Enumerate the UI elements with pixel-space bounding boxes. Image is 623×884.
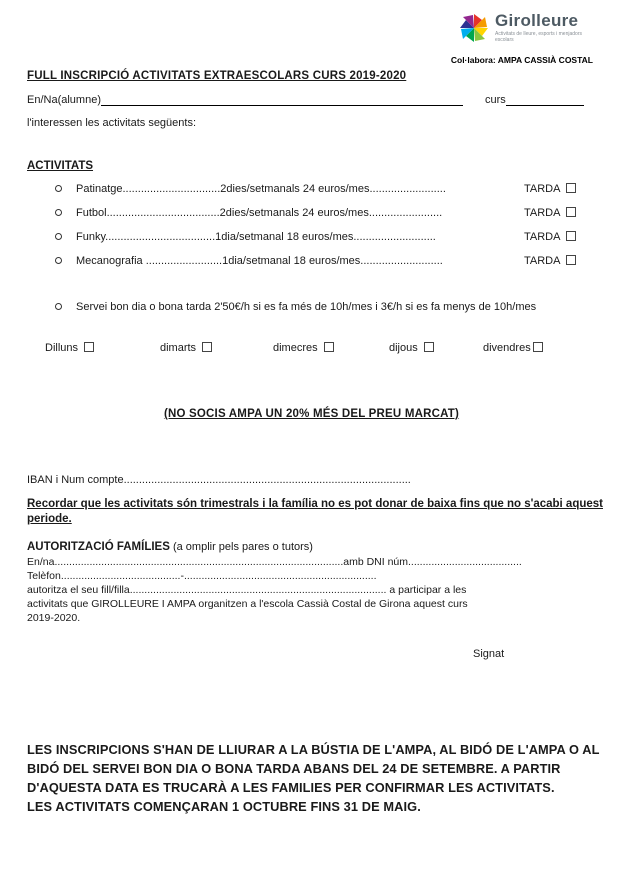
auth-line-autoritza: autoritza el seu fill/filla........................................................................................ a participar a les <box>27 584 467 596</box>
activity-row-futbol <box>55 207 603 223</box>
auth-line-curs: 2019-2020. <box>27 612 81 624</box>
bullet-icon <box>55 233 62 240</box>
day-label: Dilluns <box>45 342 79 354</box>
tarda-checkbox[interactable] <box>566 255 576 265</box>
footer-paragraph-2: LES ACTIVITATS COMENÇARAN 1 OCTUBRE FINS 31 DE MAIG. <box>27 799 421 814</box>
tarda-label: TARDA <box>524 207 561 219</box>
logo-name: Girolleure <box>495 11 579 30</box>
auth-line-telefon: Telèfon.........................................-.................................................................. <box>27 570 377 582</box>
bullet-icon <box>55 185 62 192</box>
iban-line: IBAN i Num compte.............................................................................................. <box>27 474 411 486</box>
student-name-field[interactable] <box>101 94 463 106</box>
authorization-heading <box>27 541 313 553</box>
tarda-label: TARDA <box>524 255 561 267</box>
servei-text: Servei bon dia o bona tarda 2'50€/h si es fa més de 10h/mes i 3€/h si es fa menys de 10h/mes <box>76 301 537 313</box>
page-title: FULL INSCRIPCIÓ ACTIVITATS EXTRAESCOLARS CURS 2019-2020 <box>27 70 407 82</box>
days-row <box>27 342 602 358</box>
authorization-heading-bold: AUTORITZACIÓ FAMÍLIES <box>27 541 170 553</box>
tarda-checkbox[interactable] <box>566 207 576 217</box>
day-dilluns <box>45 342 94 354</box>
day-checkbox[interactable] <box>84 342 94 352</box>
auth-line-activitats: activitats que GIROLLEURE I AMPA organitzen a l'escola Cassià Costal de Girona aquest curs <box>27 598 468 610</box>
day-checkbox[interactable] <box>202 342 212 352</box>
collaboration-line: Col·labora: AMPA CASSIÀ COSTAL <box>450 55 593 65</box>
no-socis-notice: (NO SOCIS AMPA UN 20% MÉS DEL PREU MARCAT) <box>163 408 460 420</box>
activity-row-patinatge <box>55 183 603 199</box>
curs-label: curs <box>484 94 506 106</box>
authorization-heading-note: (a omplir pels pares o tutors) <box>169 541 313 553</box>
tarda-checkbox[interactable] <box>566 183 576 193</box>
logo-tagline: Activitats de lleure, esports i menjadors escolars <box>495 31 582 43</box>
activity-text: Mecanografia .........................1dia/setmanal 18 euros/mes........................... <box>76 255 443 267</box>
activity-row-mecanografia <box>55 255 603 271</box>
day-checkbox[interactable] <box>324 342 334 352</box>
day-label: dimecres <box>273 342 318 354</box>
day-checkbox[interactable] <box>533 342 543 352</box>
tarda-checkbox[interactable] <box>566 231 576 241</box>
day-label: divendres <box>483 342 531 354</box>
curs-field[interactable] <box>506 94 584 106</box>
pinwheel-logo-icon <box>458 12 490 49</box>
day-divendres <box>483 342 543 354</box>
day-checkbox[interactable] <box>424 342 434 352</box>
tarda-label: TARDA <box>524 183 561 195</box>
bullet-icon <box>55 209 62 216</box>
student-name-label: En/Na(alumne) <box>27 94 101 106</box>
day-label: dijous <box>389 342 418 354</box>
signat-label: Signat <box>473 648 505 660</box>
footer-paragraph-1: LES INSCRIPCIONS S'HAN DE LLIURAR A LA BÚSTIA DE L'AMPA, AL BIDÓ DE L'AMPA O AL BIDÓ DEL SERVEI BON DIA O BONA TARDA ABANS DEL 24 DE SETEMBRE. A PARTIR D'AQUESTA DATA ES TRUCARÀ A LES FAMILIES PER CONFIRMAR LES ACTIVITATS. <box>27 742 600 795</box>
activity-text: Patinatge................................2dies/setmanals 24 euros/mes......................... <box>76 183 446 195</box>
day-dimarts <box>160 342 212 354</box>
auth-line-enna: En/na...................................................................................................amb DNI núm....................................... <box>27 556 522 568</box>
girolleure-logo <box>458 12 587 49</box>
servei-bon-dia-row <box>55 297 607 318</box>
activity-row-funky <box>55 231 603 247</box>
student-line <box>27 94 584 106</box>
footer-instructions <box>27 740 609 816</box>
day-dimecres <box>273 342 334 354</box>
activities-heading: ACTIVITATS <box>27 160 94 172</box>
intro-line: l'interessen les activitats següents: <box>27 117 197 129</box>
tarda-label: TARDA <box>524 231 561 243</box>
day-dijous <box>389 342 434 354</box>
bullet-icon <box>55 303 62 310</box>
activity-text: Funky....................................1dia/setmanal 18 euros/mes........................... <box>76 231 436 243</box>
day-label: dimarts <box>160 342 197 354</box>
activity-text: Futbol.....................................2dies/setmanals 24 euros/mes........................ <box>76 207 443 219</box>
bullet-icon <box>55 257 62 264</box>
trimester-reminder: Recordar que les activitats són trimestrals i la família no es pot donar de baixa fins que no s'acabi aquest periode. <box>27 498 603 525</box>
